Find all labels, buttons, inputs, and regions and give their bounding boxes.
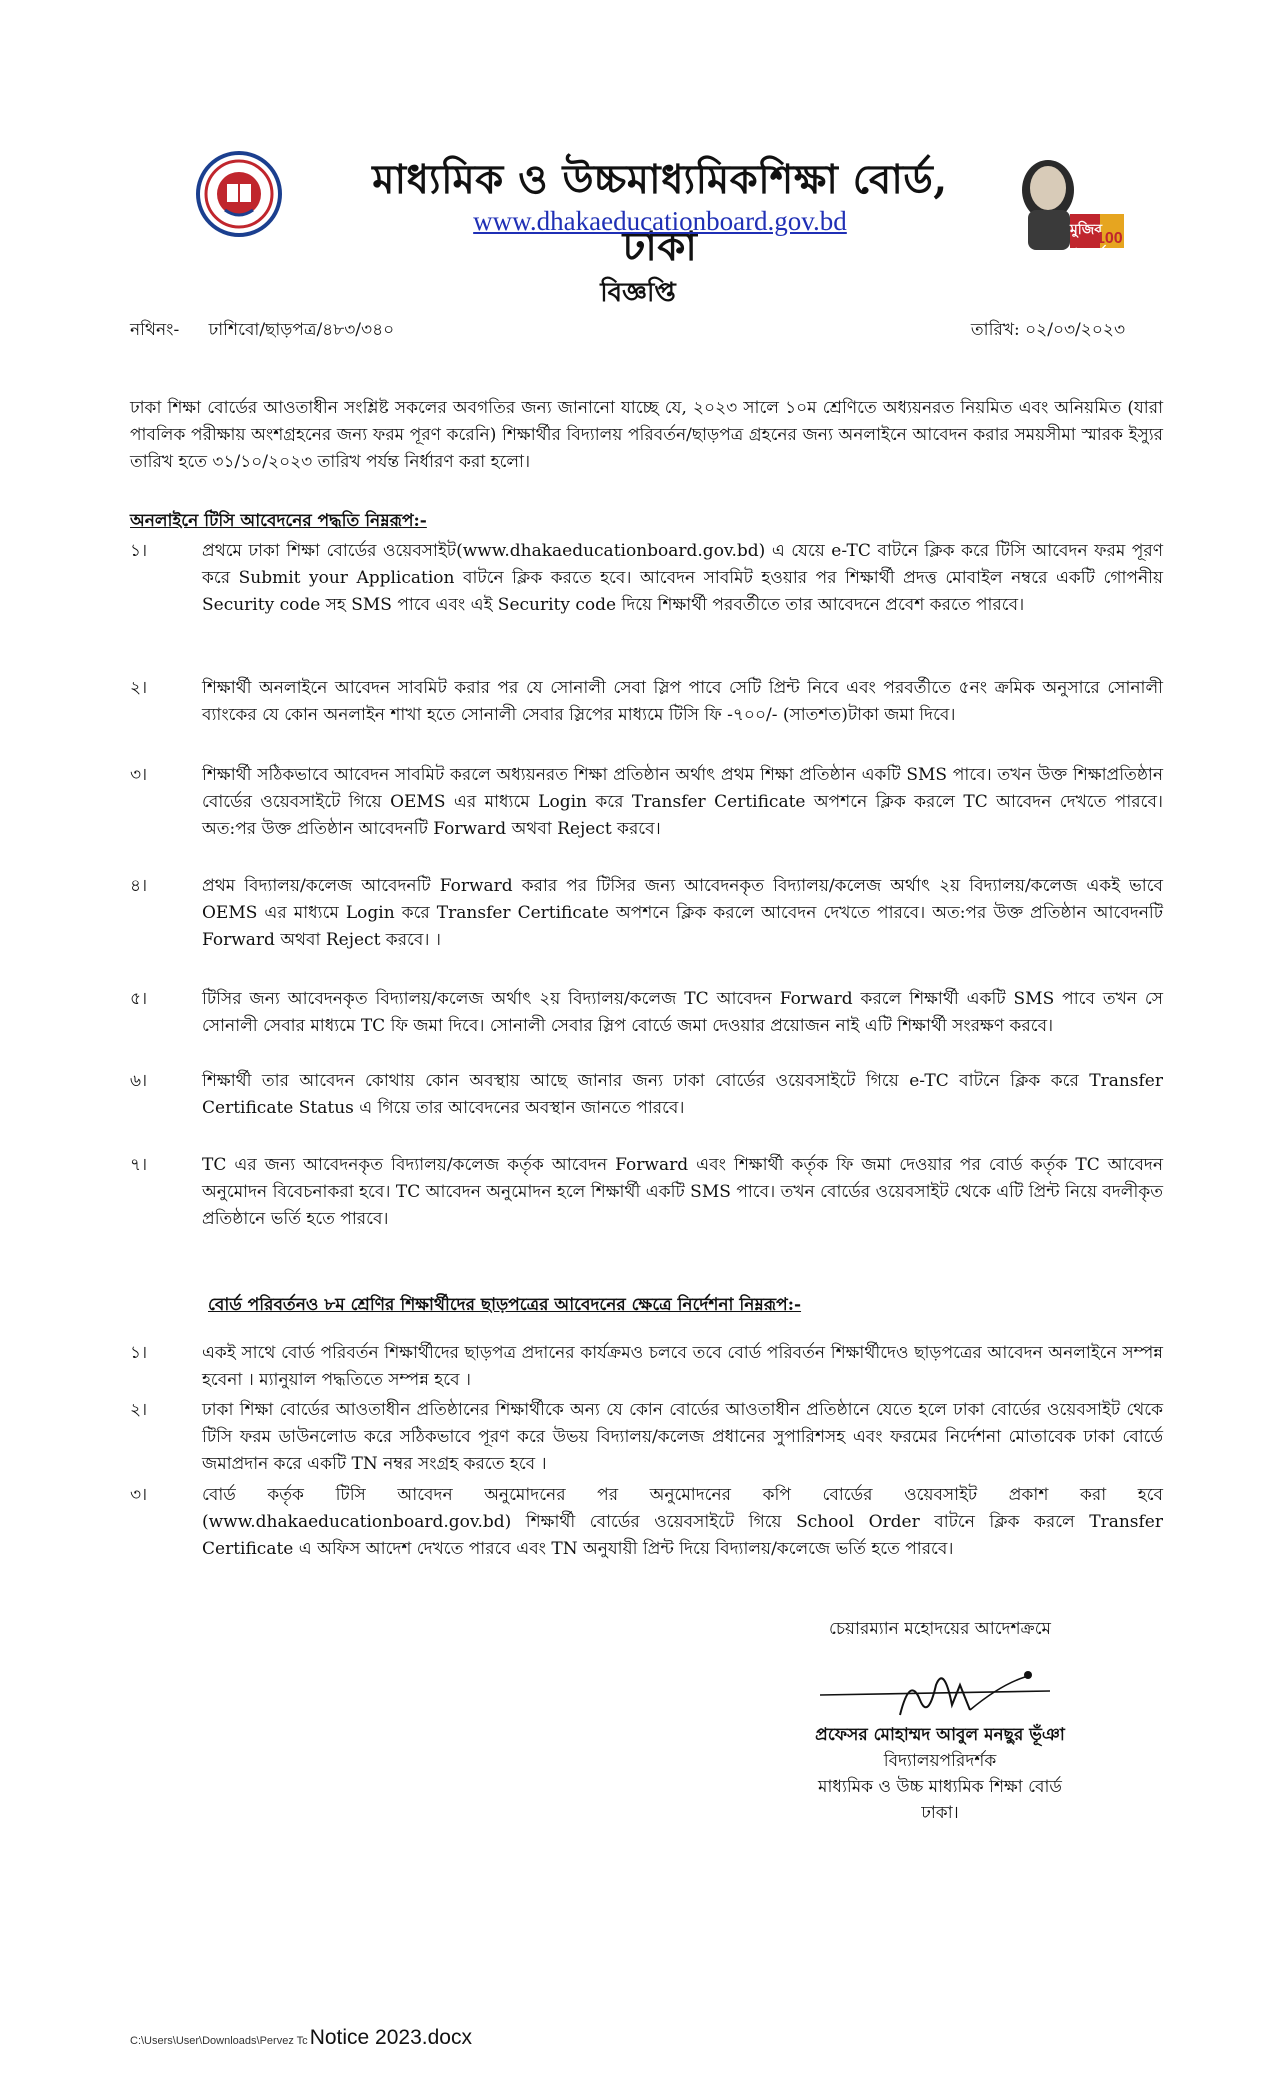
item-number: ২। [130, 1400, 148, 1420]
section2-item [130, 1340, 1163, 1396]
section1-heading: অনলাইনে টিসি আবেদনের পদ্ধতি নিম্নরূপ:- [130, 511, 427, 531]
item-number: ২। [130, 678, 148, 698]
signatory-details [790, 1722, 1090, 1826]
mujib-logo-text: মুজিব শতবর্ষ [1070, 222, 1105, 262]
item-text: টিসির জন্য আবেদনকৃত বিদ্যালয়/কলেজ অর্থাৎ ২য় বিদ্যালয়/কলেজ TC আবেদন Forward করলে শিক্ষার্থী একটি SMS পাবে তখন সে সোনালী সেবার মাধ্যমে TC ফি জমা দিবে। সোনালী সেবার স্লিপ বোর্ডে জমা দেওয়ার প্রয়োজন নাই এটি শিক্ষার্থী সংরক্ষণ করবে। [202, 989, 1163, 1036]
section2-item [130, 1397, 1163, 1481]
item-number: ৭। [130, 1155, 148, 1175]
item-number: ৩। [130, 1485, 148, 1505]
signatory-city: ঢাকা। [921, 1803, 959, 1823]
item-number: ১। [130, 541, 148, 561]
item-text: প্রথমে ঢাকা শিক্ষা বোর্ডের ওয়েবসাইট(www.dhakaeducationboard.gov.bd) এ যেয়ে e-TC বাটনে ক্লিক করে টিসি আবেদন ফরম পূরণ করে Submit your Application বাটনে ক্লিক করতে হবে। আবেদন সাবমিট হওয়ার পর শিক্ষার্থী প্রদত্ত মোবাইল নম্বরে একটি গোপনীয় Security code সহ SMS পাবে এবং এই Security code দিয়ে শিক্ষার্থী পরবর্তীতে তার আবেদনে প্রবেশ করতে পারবে। [202, 541, 1163, 615]
intro-paragraph: ঢাকা শিক্ষা বোর্ডের আওতাধীন সংশ্লিষ্ট সকলের অবগতির জন্য জানানো যাচ্ছে যে, ২০২৩ সালে ১০ম শ্রেণিতে অধ্যয়নরত নিয়মিত এবং অনিয়মিত (যারা পাবলিক পরীক্ষায় অংশগ্রহনের জন্য ফরম পূরণ করেনি) শিক্ষার্থীর বিদ্যালয় পরিবর্তন/ছাড়পত্র গ্রহনের জন্য অনলাইনে আবেদন করার সময়সীমা স্মারক ইস্যুর তারিখ হতে ৩১/১০/২০২৩ তারিখ পর্যন্ত নির্ধারণ করা হলো। [130, 398, 1163, 472]
section2-item [130, 1482, 1163, 1566]
item-number: ৩। [130, 765, 148, 785]
memo-value: ঢাশিবো/ছাড়পত্র/৪৮৩/৩৪০ [208, 320, 395, 340]
signatory-office: মাধ্যমিক ও উচ্চ মাধ্যমিক শিক্ষা বোর্ড [818, 1777, 1062, 1797]
memo-label: নথিনং- [130, 320, 180, 340]
item-text: একই সাথে বোর্ড পরিবর্তন শিক্ষার্থীদের ছাড়পত্র প্রদানের কার্যক্রমও চলবে তবে বোর্ড পরিবর্তন শিক্ষার্থীদেও ছাড়পত্রের আবেদন অনলাইনে সম্পন্ন হবেনা । ম্যানুয়াল পদ্ধতিতে সম্পন্ন হবে । [202, 1343, 1163, 1390]
section1-item [130, 538, 1163, 648]
item-text: শিক্ষার্থী তার আবেদন কোথায় কোন অবস্থায় আছে জানার জন্য ঢাকা বোর্ডের ওয়েবসাইটে গিয়ে e-TC বাটনে ক্লিক করে Transfer Certificate Status এ গিয়ে তার আবেদনের অবস্থান জানতে পারবে। [202, 1071, 1163, 1118]
section2-heading: বোর্ড পরিবর্তনও ৮ম শ্রেণির শিক্ষার্থীদের ছাড়পত্রের আবেদনের ক্ষেত্রে নির্দেশনা নিম্নরূপ:- [208, 1295, 802, 1315]
item-text: প্রথম বিদ্যালয়/কলেজ আবেদনটি Forward করার পর টিসির জন্য আবেদনকৃত বিদ্যালয়/কলেজ অর্থাৎ ২য় বিদ্যালয়/কলেজ একই ভাবে OEMS এর মাধ্যমে Login করে Transfer Certificate অপশনে ক্লিক করলে আবেদন দেখতে পারবে। অত:পর উক্ত প্রতিষ্ঠান আবেদনটি Forward অথবা Reject করবে। । [202, 876, 1163, 950]
item-text: বোর্ড কর্তৃক টিসি আবেদন অনুমোদনের পর অনুমোদনের কপি বোর্ডের ওয়েবসাইট প্রকাশ করা হবে (www.dhakaeducationboard.gov.bd) শিক্ষার্থী বোর্ডের ওয়েবসাইটে গিয়ে School Order বাটনে ক্লিক করলে Transfer Certificate এ অফিস আদেশ দেখতে পারবে এবং TN অনুযায়ী প্রিন্ট দিয়ে বিদ্যালয়/কলেজে ভর্তি হতে পারবে। [202, 1485, 1163, 1559]
mujib-logo-year: 100 [1096, 230, 1123, 247]
memo-number [130, 317, 394, 345]
item-text: TC এর জন্য আবেদনকৃত বিদ্যালয়/কলেজ কর্তৃক আবেদন Forward এবং শিক্ষার্থী কর্তৃক ফি জমা দেওয়ার পর বোর্ড কর্তৃক TC আবেদন অনুমোদন বিবেচনাকরা হবে। TC আবেদন অনুমোদন হলে শিক্ষার্থী একটি SMS পাবে। তখন বোর্ডের ওয়েবসাইট থেকে এটি প্রিন্ট নিয়ে বদলীকৃত প্রতিষ্ঠানে ভর্তি হতে পারবে। [202, 1155, 1163, 1229]
section1-item [130, 986, 1163, 1042]
item-number: ১। [130, 1343, 148, 1363]
notice-title: বিজ্ঞপ্তি [600, 278, 676, 308]
footer-doc-name: Notice 2023.docx [309, 2026, 472, 2049]
footer-file-path [130, 2026, 472, 2050]
signatory-designation: বিদ্যালয়পরিদর্শক [883, 1751, 997, 1771]
section1-item [130, 762, 1163, 846]
item-number: ৬। [130, 1071, 148, 1091]
section1-item [130, 675, 1163, 731]
item-number: ৫। [130, 989, 148, 1009]
item-number: ৪। [130, 876, 148, 896]
order-line: চেয়ারম্যান মহোদয়ের আদেশক্রমে [828, 1619, 1051, 1639]
section1-item [130, 1068, 1163, 1124]
board-seal-icon [195, 150, 283, 238]
board-title: মাধ্যমিক ও উচ্চমাধ্যমিকশিক্ষা বোর্ড, ঢাকা [372, 156, 948, 270]
section1-item [130, 1152, 1163, 1236]
section1-item [130, 873, 1163, 957]
memo-date: তারিখ: ০২/০৩/২০২৩ [970, 320, 1125, 340]
board-website-link[interactable]: www.dhakaeducationboard.gov.bd [473, 206, 847, 236]
item-text: ঢাকা শিক্ষা বোর্ডের আওতাধীন প্রতিষ্ঠানের শিক্ষার্থীকে অন্য যে কোন বোর্ডের আওতাধীন প্রতিষ্ঠানে যেতে হলে ঢাকা বোর্ডের ওয়েবসাইট থেকে টিসি ফরম ডাউনলোড করে সঠিকভাবে পূরণ করে উভয় বিদ্যালয়/কলেজ প্রধানের সুপারিশসহ এবং ফরমের নির্দেশনা মোতাবেক ঢাকা বোর্ডে জমাপ্রদান করে একটি TN নম্বর সংগ্রহ করতে হবে । [202, 1400, 1163, 1474]
item-text: শিক্ষার্থী সঠিকভাবে আবেদন সাবমিট করলে অধ্যয়নরত শিক্ষা প্রতিষ্ঠান অর্থাৎ প্রথম শিক্ষা প্রতিষ্ঠান একটি SMS পাবে। তখন উক্ত শিক্ষাপ্রতিষ্ঠান বোর্ডের ওয়েবসাইটে গিয়ে OEMS এর মাধ্যমে Login করে Transfer Certificate অপশনে ক্লিক করলে TC আবেদন দেখতে পারবে। অত:পর উক্ত প্রতিষ্ঠান আবেদনটি Forward অথবা Reject করবে। [202, 765, 1163, 839]
item-text: শিক্ষার্থী অনলাইনে আবেদন সাবমিট করার পর যে সোনালী সেবা স্লিপ পাবে সেটি প্রিন্ট নিবে এবং পরবর্তীতে ৫নং ক্রমিক অনুসারে সোনালী ব্যাংকের যে কোন অনলাইন শাখা হতে সোনালী সেবার স্লিপের মাধ্যমে টিসি ফি -৭০০/- (সাতশত)টাকা জমা দিবে। [202, 678, 1163, 725]
mujib-100-logo-icon [998, 148, 1128, 262]
signatory-name: প্রফেসর মোহাম্মদ আবুল মনছুর ভূঁঞা [815, 1725, 1065, 1745]
footer-path-text: C:\Users\User\Downloads\Pervez Tc [130, 2035, 308, 2047]
